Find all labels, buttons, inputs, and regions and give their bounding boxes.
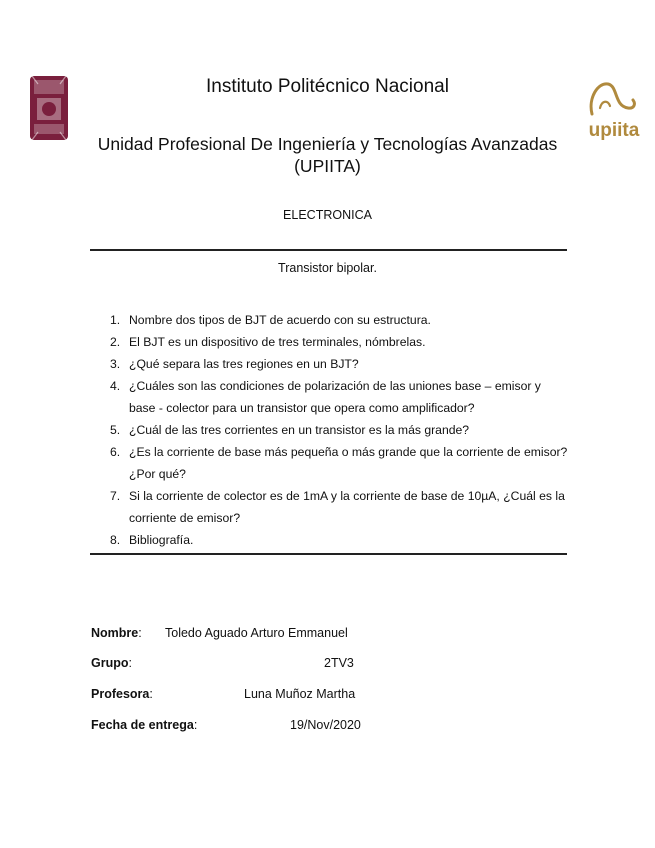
nombre-value: Toledo Aguado Arturo Emmanuel: [165, 626, 348, 640]
grupo-value: 2TV3: [324, 656, 354, 670]
nombre-label: Nombre:: [91, 626, 142, 640]
question-list: [110, 309, 570, 551]
bottom-divider: [90, 553, 567, 555]
list-item-text: Nombre dos tipos de BJT de acuerdo con su estructura.: [129, 313, 431, 327]
list-item: [110, 375, 570, 419]
topic-title: Transistor bipolar.: [278, 261, 377, 275]
list-item-text: ¿Cuáles son las condiciones de polarización de las uniones base – emisor y base - colector para un transistor que opera como amplificador?: [129, 379, 541, 415]
subject-title: ELECTRONICA: [283, 208, 372, 222]
fecha-value: 19/Nov/2020: [290, 718, 361, 732]
top-divider: [90, 249, 567, 251]
list-item-text: ¿Cuál de las tres corrientes en un transistor es la más grande?: [129, 423, 470, 437]
list-item-text: ¿Qué separa las tres regiones en un BJT?: [129, 357, 359, 371]
list-item-number: 4.: [110, 379, 121, 393]
unit-title: Unidad Profesional De Ingeniería y Tecnologías Avanzadas (UPIITA): [97, 134, 558, 176]
list-item: [110, 419, 570, 441]
list-item-number: 5.: [110, 423, 121, 437]
list-item: [110, 485, 570, 529]
list-item: [110, 353, 570, 375]
list-item-number: 6.: [110, 445, 121, 459]
list-item-number: 1.: [110, 313, 121, 327]
list-item: [110, 309, 570, 331]
profesora-label: Profesora:: [91, 687, 153, 701]
list-item-text: Si la corriente de colector es de 1mA y la corriente de base de 10µA, ¿Cuál es la corriente de emisor?: [129, 489, 565, 525]
institution-title: Instituto Politécnico Nacional: [206, 76, 449, 97]
fecha-label: Fecha de entrega:: [91, 718, 198, 732]
upiita-logo-text: upiita: [588, 120, 640, 140]
list-item: [110, 529, 570, 551]
list-item: [110, 331, 570, 353]
list-item-number: 7.: [110, 489, 121, 503]
list-item: [110, 441, 570, 485]
list-item-number: 2.: [110, 335, 121, 349]
list-item-number: 8.: [110, 533, 121, 547]
list-item-text: El BJT es un dispositivo de tres terminales, nómbrelas.: [129, 335, 426, 349]
profesora-value: Luna Muñoz Martha: [244, 687, 356, 701]
list-item-text: Bibliografía.: [129, 533, 194, 547]
grupo-label: Grupo:: [91, 656, 132, 670]
list-item-number: 3.: [110, 357, 121, 371]
list-item-text: ¿Es la corriente de base más pequeña o más grande que la corriente de emisor? ¿Por qué?: [129, 445, 568, 481]
